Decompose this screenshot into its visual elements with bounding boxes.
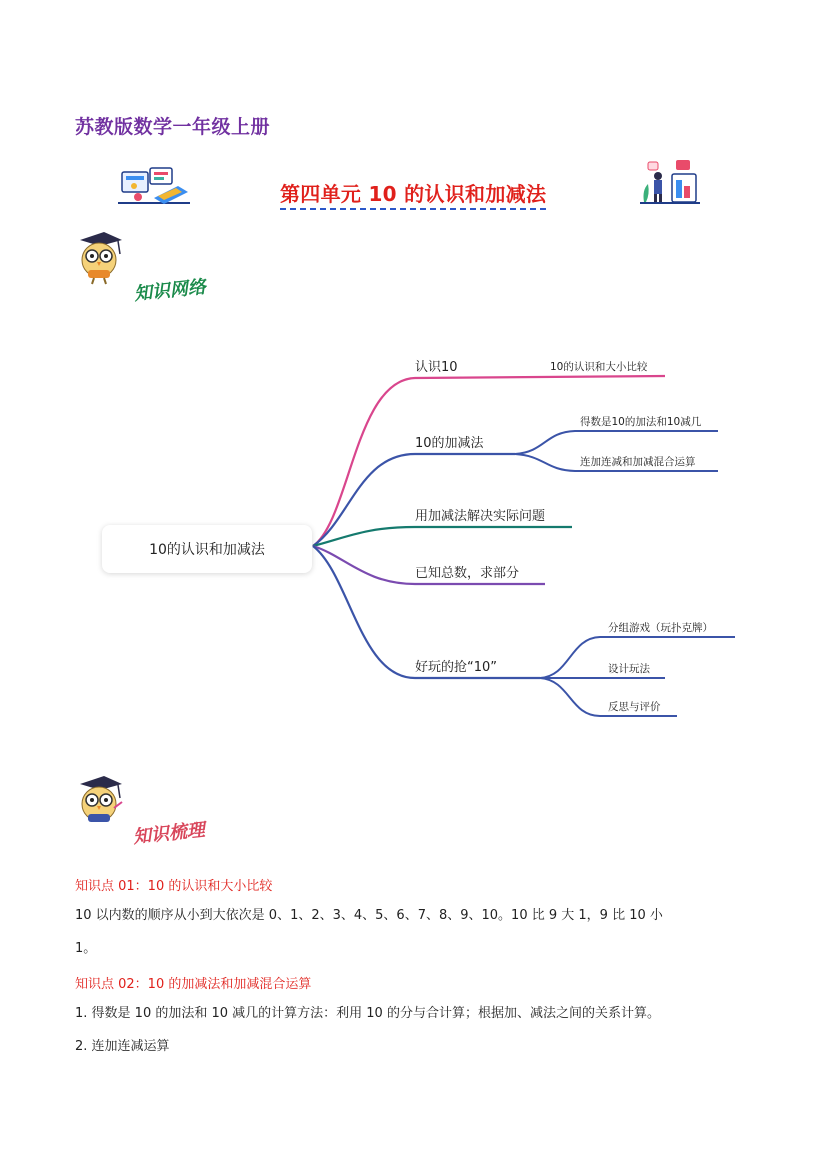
section-title-network: 知识网络 xyxy=(133,276,207,305)
paragraph-line: 1. 得数是 10 的加法和 10 减几的计算方法：利用 10 的分与合计算；根据加、减法之间的关系计算。 xyxy=(75,1006,660,1021)
mindmap-branch-label: 10的加减法 xyxy=(415,436,484,451)
section-title-summary: 知识梳理 xyxy=(132,819,206,848)
mindmap-leaf-label: 设计玩法 xyxy=(608,663,650,675)
knowledge-point-heading: 知识点 01：10 的认识和大小比较 xyxy=(75,879,273,894)
connector-line xyxy=(313,454,515,546)
connector-line xyxy=(313,527,572,546)
mindmap-leaf-label: 10的认识和大小比较 xyxy=(550,361,648,373)
paragraph-line: 1。 xyxy=(75,941,97,956)
mindmap-root: 10的认识和加减法 xyxy=(102,525,312,573)
unit-title: 第四单元 10 的认识和加减法 xyxy=(280,178,546,210)
paragraph-line: 10 以内数的顺序从小到大依次是 0、1、2、3、4、5、6、7、8、9、10。10 比 9 大 1，9 比 10 小 xyxy=(75,908,663,923)
mindmap-leaf-label: 反思与评价 xyxy=(608,701,661,713)
owl-mascot-icon xyxy=(74,774,124,828)
mindmap-leaf-label: 分组游戏（玩扑克牌） xyxy=(608,622,713,634)
mindmap-branch-label: 好玩的抢“10” xyxy=(415,660,498,675)
mindmap-branch-label: 用加减法解决实际问题 xyxy=(415,509,546,524)
knowledge-point-heading: 知识点 02：10 的加减法和加减混合运算 xyxy=(75,977,312,992)
mindmap-leaf-label: 得数是10的加法和10减几 xyxy=(580,416,702,428)
paragraph-line: 2. 连加连减运算 xyxy=(75,1039,170,1054)
mindmap-branch-label: 认识10 xyxy=(415,360,458,375)
book-title: 苏教版数学一年级上册 xyxy=(75,116,271,138)
mindmap-branch-label: 已知总数，求部分 xyxy=(415,566,520,581)
connector-line xyxy=(515,431,718,454)
mindmap-leaf-label: 连加连减和加减混合运算 xyxy=(580,456,696,468)
